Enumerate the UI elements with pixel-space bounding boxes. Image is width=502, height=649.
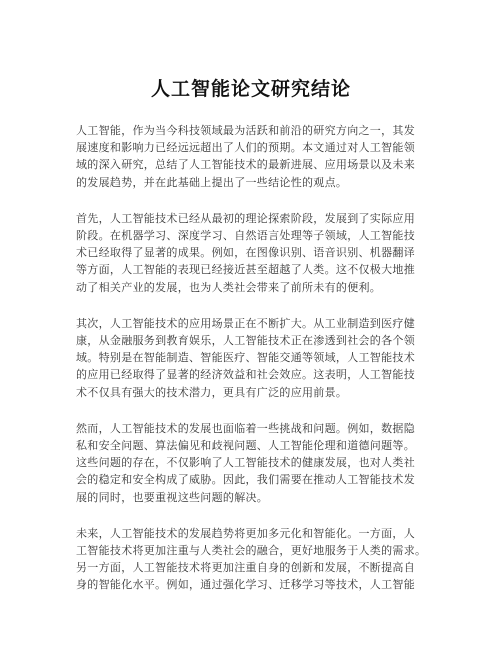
text-line: 身的智能化水平。例如，通过强化学习、迁移学习等技术，人工智能 (76, 578, 415, 592)
text-line: 的应用已经取得了显著的经济效益和社会效应。这表明，人工智能技 (76, 368, 415, 382)
text-line: 等方面，人工智能的表现已经接近甚至超越了人类。这不仅极大地推 (76, 263, 415, 277)
text-line: 首先，人工智能技术已经从最初的理论探索阶段，发展到了实际应用 (76, 211, 415, 225)
text-line: 术已经取得了显著的成果。例如，在图像识别、语音识别、机器翻译 (76, 246, 415, 260)
text-line: 未来，人工智能技术的发展趋势将更加多元化和智能化。一方面，人 (76, 526, 415, 540)
text-line: 工智能技术将更加注重与人类社会的融合，更好地服务于人类的需求。 (76, 544, 427, 558)
text-line: 另一方面，人工智能技术将更加注重自身的创新和发展，不断提高自 (76, 561, 415, 575)
paragraph-4 (76, 420, 436, 506)
paragraph-5 (76, 525, 436, 594)
text-line: 的发展趋势，并在此基础上提出了一些结论性的观点。 (76, 175, 348, 189)
text-line: 术不仅具有强大的技术潜力，更具有广泛的应用前景。 (76, 385, 348, 399)
text-line: 会的稳定和安全构成了威胁。因此，我们需要在推动人工智能技术发 (76, 473, 415, 487)
paragraph-3 (76, 315, 436, 401)
paragraph-2 (76, 210, 436, 296)
document-body (76, 122, 436, 613)
text-line: 康，从金融服务到教育娱乐，人工智能技术正在渗透到社会的各个领 (76, 334, 415, 348)
text-line: 展的同时，也要重视这些问题的解决。 (76, 490, 269, 504)
text-line: 其次，人工智能技术的应用场景正在不断扩大。从工业制造到医疗健 (76, 316, 415, 330)
text-line: 展速度和影响力已经远远超出了人们的预期。本文通过对人工智能领 (76, 141, 415, 155)
text-line: 域。特别是在智能制造、智能医疗、智能交通等领域，人工智能技术 (76, 351, 415, 365)
text-line: 域的深入研究，总结了人工智能技术的最新进展、应用场景以及未来 (76, 158, 415, 172)
text-line: 然而，人工智能技术的发展也面临着一些挑战和问题。例如，数据隐 (76, 421, 415, 435)
text-line: 动了相关产业的发展，也为人类社会带来了前所未有的便利。 (76, 280, 382, 294)
paragraph-1 (76, 122, 436, 191)
text-line: 私和安全问题、算法偏见和歧视问题、人工智能伦理和道德问题等。 (76, 439, 415, 453)
document-title: 人工智能论文研究结论 (150, 78, 351, 100)
text-line: 这些问题的存在，不仅影响了人工智能技术的健康发展，也对人类社 (76, 456, 415, 470)
text-line: 阶段。在机器学习、深度学习、自然语言处理等子领域，人工智能技 (76, 229, 415, 243)
text-line: 人工智能，作为当今科技领域最为活跃和前沿的研究方向之一，其发 (76, 124, 415, 137)
